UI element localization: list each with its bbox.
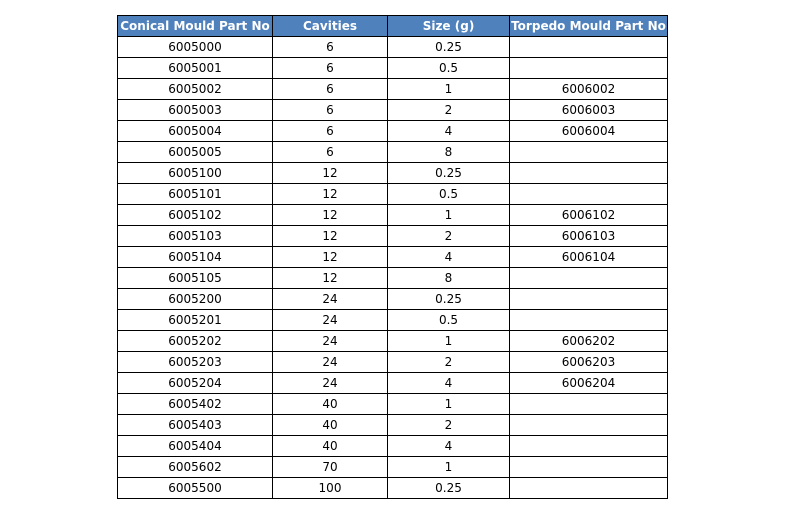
cell-conical-part-no: 6005204 bbox=[118, 373, 273, 394]
table-row bbox=[118, 205, 668, 226]
table-row bbox=[118, 79, 668, 100]
cell-torpedo-part-no bbox=[510, 478, 668, 499]
cell-size: 0.5 bbox=[388, 58, 510, 79]
cell-conical-part-no: 6005003 bbox=[118, 100, 273, 121]
cell-size: 0.5 bbox=[388, 310, 510, 331]
table-row bbox=[118, 415, 668, 436]
cell-size: 2 bbox=[388, 226, 510, 247]
cell-torpedo-part-no bbox=[510, 289, 668, 310]
cell-torpedo-part-no bbox=[510, 457, 668, 478]
table-row bbox=[118, 184, 668, 205]
cell-conical-part-no: 6005201 bbox=[118, 310, 273, 331]
table-row bbox=[118, 163, 668, 184]
cell-cavities: 12 bbox=[273, 184, 388, 205]
table-row bbox=[118, 331, 668, 352]
cell-conical-part-no: 6005200 bbox=[118, 289, 273, 310]
cell-size: 0.25 bbox=[388, 289, 510, 310]
cell-torpedo-part-no: 6006003 bbox=[510, 100, 668, 121]
cell-torpedo-part-no: 6006104 bbox=[510, 247, 668, 268]
cell-cavities: 24 bbox=[273, 331, 388, 352]
header-size: Size (g) bbox=[388, 16, 510, 37]
cell-conical-part-no: 6005004 bbox=[118, 121, 273, 142]
cell-torpedo-part-no bbox=[510, 310, 668, 331]
table-row bbox=[118, 310, 668, 331]
cell-torpedo-part-no bbox=[510, 415, 668, 436]
cell-torpedo-part-no bbox=[510, 394, 668, 415]
cell-conical-part-no: 6005100 bbox=[118, 163, 273, 184]
header-conical-part-no: Conical Mould Part No bbox=[118, 16, 273, 37]
mould-parts-table bbox=[117, 15, 668, 499]
cell-cavities: 100 bbox=[273, 478, 388, 499]
cell-conical-part-no: 6005500 bbox=[118, 478, 273, 499]
cell-cavities: 24 bbox=[273, 352, 388, 373]
cell-cavities: 6 bbox=[273, 79, 388, 100]
cell-cavities: 6 bbox=[273, 121, 388, 142]
cell-conical-part-no: 6005103 bbox=[118, 226, 273, 247]
cell-size: 1 bbox=[388, 331, 510, 352]
header-torpedo-part-no: Torpedo Mould Part No bbox=[510, 16, 668, 37]
table-row bbox=[118, 436, 668, 457]
cell-size: 1 bbox=[388, 205, 510, 226]
cell-torpedo-part-no: 6006103 bbox=[510, 226, 668, 247]
table-row bbox=[118, 268, 668, 289]
table-row bbox=[118, 352, 668, 373]
cell-torpedo-part-no bbox=[510, 184, 668, 205]
cell-conical-part-no: 6005000 bbox=[118, 37, 273, 58]
cell-size: 0.25 bbox=[388, 163, 510, 184]
cell-size: 4 bbox=[388, 436, 510, 457]
cell-conical-part-no: 6005402 bbox=[118, 394, 273, 415]
cell-torpedo-part-no: 6006004 bbox=[510, 121, 668, 142]
table-row bbox=[118, 247, 668, 268]
cell-torpedo-part-no: 6006102 bbox=[510, 205, 668, 226]
cell-size: 1 bbox=[388, 79, 510, 100]
cell-cavities: 12 bbox=[273, 247, 388, 268]
cell-size: 0.25 bbox=[388, 37, 510, 58]
cell-conical-part-no: 6005101 bbox=[118, 184, 273, 205]
cell-size: 1 bbox=[388, 457, 510, 478]
cell-cavities: 6 bbox=[273, 100, 388, 121]
cell-size: 2 bbox=[388, 352, 510, 373]
cell-conical-part-no: 6005001 bbox=[118, 58, 273, 79]
table-row bbox=[118, 457, 668, 478]
table-row bbox=[118, 121, 668, 142]
cell-torpedo-part-no bbox=[510, 268, 668, 289]
cell-size: 8 bbox=[388, 142, 510, 163]
cell-torpedo-part-no: 6006203 bbox=[510, 352, 668, 373]
cell-cavities: 12 bbox=[273, 226, 388, 247]
cell-cavities: 12 bbox=[273, 268, 388, 289]
cell-size: 2 bbox=[388, 415, 510, 436]
cell-cavities: 6 bbox=[273, 37, 388, 58]
header-cavities: Cavities bbox=[273, 16, 388, 37]
cell-conical-part-no: 6005404 bbox=[118, 436, 273, 457]
table-body bbox=[118, 37, 668, 499]
cell-size: 4 bbox=[388, 121, 510, 142]
table-row bbox=[118, 100, 668, 121]
cell-size: 4 bbox=[388, 373, 510, 394]
cell-conical-part-no: 6005105 bbox=[118, 268, 273, 289]
cell-conical-part-no: 6005002 bbox=[118, 79, 273, 100]
cell-torpedo-part-no bbox=[510, 163, 668, 184]
cell-torpedo-part-no bbox=[510, 58, 668, 79]
table-row bbox=[118, 394, 668, 415]
cell-cavities: 12 bbox=[273, 163, 388, 184]
cell-cavities: 70 bbox=[273, 457, 388, 478]
cell-torpedo-part-no: 6006202 bbox=[510, 331, 668, 352]
cell-torpedo-part-no bbox=[510, 37, 668, 58]
cell-torpedo-part-no: 6006002 bbox=[510, 79, 668, 100]
table-row bbox=[118, 478, 668, 499]
cell-size: 8 bbox=[388, 268, 510, 289]
cell-cavities: 6 bbox=[273, 142, 388, 163]
cell-conical-part-no: 6005403 bbox=[118, 415, 273, 436]
table-header-row bbox=[118, 16, 668, 37]
cell-cavities: 24 bbox=[273, 310, 388, 331]
cell-size: 0.25 bbox=[388, 478, 510, 499]
cell-cavities: 24 bbox=[273, 289, 388, 310]
cell-cavities: 12 bbox=[273, 205, 388, 226]
cell-conical-part-no: 6005102 bbox=[118, 205, 273, 226]
table-row bbox=[118, 58, 668, 79]
cell-size: 2 bbox=[388, 100, 510, 121]
table-row bbox=[118, 142, 668, 163]
cell-torpedo-part-no bbox=[510, 142, 668, 163]
cell-cavities: 40 bbox=[273, 394, 388, 415]
cell-conical-part-no: 6005203 bbox=[118, 352, 273, 373]
cell-conical-part-no: 6005202 bbox=[118, 331, 273, 352]
cell-torpedo-part-no bbox=[510, 436, 668, 457]
cell-cavities: 40 bbox=[273, 436, 388, 457]
table-row bbox=[118, 373, 668, 394]
cell-size: 1 bbox=[388, 394, 510, 415]
cell-cavities: 6 bbox=[273, 58, 388, 79]
cell-cavities: 24 bbox=[273, 373, 388, 394]
cell-size: 0.5 bbox=[388, 184, 510, 205]
cell-torpedo-part-no: 6006204 bbox=[510, 373, 668, 394]
cell-cavities: 40 bbox=[273, 415, 388, 436]
cell-conical-part-no: 6005602 bbox=[118, 457, 273, 478]
cell-conical-part-no: 6005104 bbox=[118, 247, 273, 268]
table-row bbox=[118, 289, 668, 310]
table-row bbox=[118, 226, 668, 247]
table-row bbox=[118, 37, 668, 58]
cell-conical-part-no: 6005005 bbox=[118, 142, 273, 163]
cell-size: 4 bbox=[388, 247, 510, 268]
